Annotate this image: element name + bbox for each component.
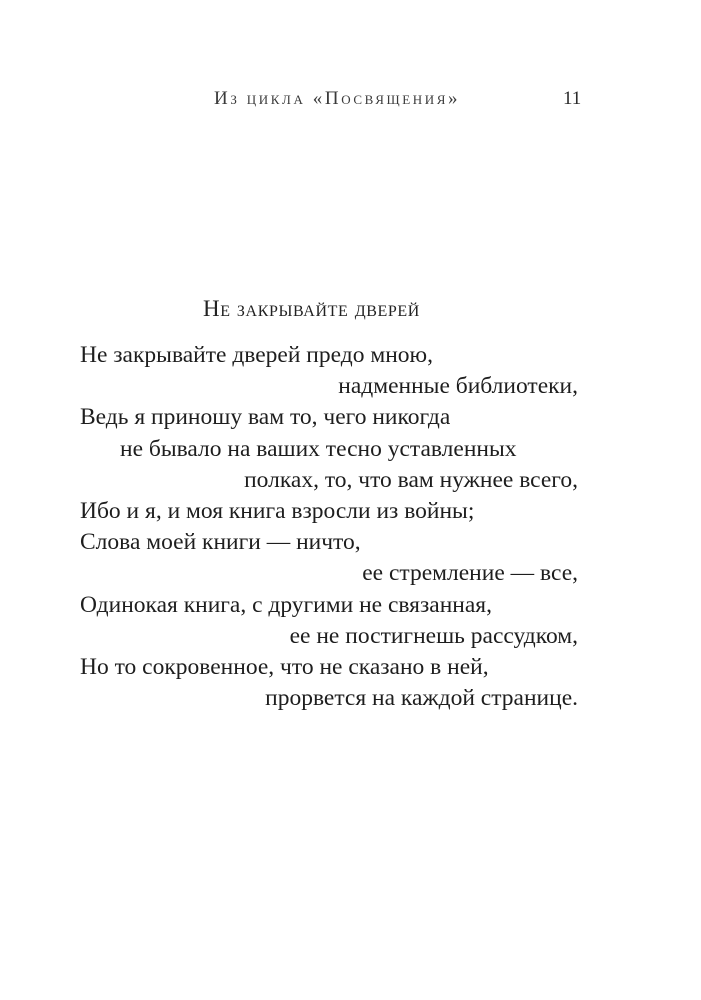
poem-line: Ведь я приношу вам то, чего никогда	[80, 404, 451, 431]
poem-line: Одинокая книга, с другими не связанная,	[80, 591, 492, 618]
poem-line: ее стремление — все,	[362, 560, 578, 587]
poem-line: прорвется на каждой странице.	[265, 685, 578, 712]
poem-body	[80, 340, 578, 714]
poem-line: Но то сокровенное, что не сказано в ней,	[80, 654, 489, 681]
poem-line: не бывало на ваших тесно уставленных	[120, 435, 517, 462]
poem-line: надменные библиотеки,	[338, 373, 578, 400]
poem-line: Не закрывайте дверей предо мною,	[80, 342, 433, 368]
page-number: 11	[563, 88, 582, 109]
running-head: Из цикла «Посвящения»	[214, 88, 461, 109]
poem-title: Не закрывайте дверей	[203, 296, 420, 321]
poem-line: Слова моей книги — ничто,	[80, 529, 361, 556]
poem-line: полках, то, что вам нужнее всего,	[244, 466, 578, 493]
poem-line: Ибо и я, и моя книга взросли из войны;	[80, 498, 475, 525]
poem-line: ее не постигнешь рассудком,	[289, 622, 578, 649]
